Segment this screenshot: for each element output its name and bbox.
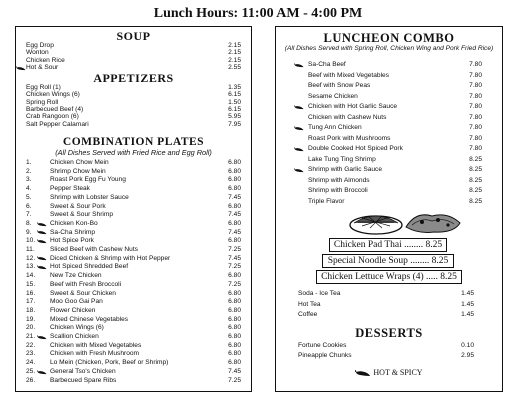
- combination-item: [26, 324, 241, 333]
- item-name: Shrimp with Almonds: [308, 176, 370, 184]
- soup-heading: SOUP: [116, 29, 151, 43]
- item-name: Salt Pepper Calamari: [26, 120, 89, 128]
- combination-item: [26, 176, 241, 185]
- combination-item: [26, 194, 241, 203]
- item-name: Hot & Sour: [26, 63, 59, 71]
- item-name: Fortune Cookies: [298, 342, 347, 349]
- pepper-icon: [294, 125, 304, 130]
- appetizer-item: [26, 113, 241, 120]
- item-price: 2.55: [228, 63, 241, 71]
- appetizer-item: [26, 121, 241, 128]
- appetizer-item: [26, 84, 241, 91]
- item-number: 7.: [26, 211, 32, 219]
- item-price: 1.50: [228, 98, 241, 106]
- item-number: 1.: [26, 159, 32, 166]
- item-name: Crab Rangoon (6): [26, 113, 79, 121]
- item-name: Sweet & Sour Pork: [50, 202, 106, 210]
- pepper-icon: [355, 370, 371, 377]
- item-price: 6.80: [228, 359, 241, 367]
- luncheon-item: [296, 82, 482, 93]
- item-price: 7.25: [228, 246, 241, 253]
- item-number: 14.: [26, 272, 36, 280]
- pepper-icon: [294, 146, 304, 151]
- item-price: 2.95: [461, 352, 474, 359]
- item-price: 0.10: [461, 342, 474, 349]
- pepper-icon: [37, 221, 47, 226]
- pepper-icon: [37, 334, 47, 339]
- pepper-icon: [37, 256, 47, 261]
- combination-item: [26, 281, 241, 290]
- item-name: Chicken Chow Mein: [50, 159, 109, 166]
- item-price: 7.25: [228, 376, 241, 384]
- luncheon-item: [296, 124, 482, 135]
- item-name: Flower Chicken: [50, 306, 96, 314]
- item-price: 8.25: [469, 176, 482, 184]
- luncheon-item: [296, 135, 482, 146]
- combination-item: [26, 272, 241, 281]
- item-number: 16.: [26, 289, 36, 297]
- item-price: 6.80: [228, 272, 241, 280]
- item-price: 8.25: [469, 187, 482, 194]
- item-price: 8.25: [469, 166, 482, 173]
- item-price: 2.15: [228, 56, 241, 64]
- pepper-icon: [37, 369, 47, 374]
- item-name: Shrimp with Garlic Sauce: [308, 166, 383, 173]
- item-name: Egg Drop: [26, 42, 54, 49]
- item-price: 7.80: [469, 113, 482, 121]
- item-price: 6.80: [228, 315, 241, 323]
- item-name: Shrimp with Broccoli: [308, 187, 368, 194]
- combination-item: [26, 290, 241, 299]
- item-number: 9.: [26, 228, 32, 236]
- item-name: Sweet & Sour Shrimp: [50, 211, 114, 219]
- item-number: 15.: [26, 280, 36, 288]
- pepper-icon: [37, 230, 47, 235]
- item-number: 22.: [26, 341, 36, 349]
- item-price: 7.95: [228, 120, 241, 128]
- desserts-heading: DESSERTS: [355, 326, 423, 340]
- item-price: 6.80: [228, 298, 241, 306]
- item-price: 6.80: [228, 333, 241, 340]
- item-name: Roast Pork Egg Fu Young: [50, 176, 126, 184]
- combination-item: [26, 211, 241, 220]
- pepper-icon: [294, 167, 304, 172]
- item-price: 7.80: [469, 92, 482, 100]
- special-lettuce-wraps: Chicken Lettuce Wraps (4) ..... 8.25: [316, 270, 462, 284]
- item-name: Moo Goo Gai Pan: [50, 298, 103, 306]
- item-name: Spring Roll: [26, 98, 59, 106]
- combination-item: [26, 159, 241, 168]
- item-number: 6.: [26, 202, 32, 210]
- item-name: Barbecued Spare Ribs: [50, 376, 117, 384]
- combination-item: [26, 298, 241, 307]
- luncheon-item: [296, 187, 482, 198]
- item-name: Hot Spice Pork: [50, 237, 94, 245]
- luncheon-item: [296, 177, 482, 188]
- item-price: 7.45: [228, 254, 241, 262]
- item-price: 6.80: [228, 350, 241, 358]
- item-price: 6.80: [228, 237, 241, 245]
- item-name: Shrimp with Lobster Sauce: [50, 193, 129, 201]
- item-name: Sa-Cha Shrimp: [50, 228, 96, 236]
- item-name: Lake Tung Ting Shrimp: [308, 155, 376, 163]
- combination-item: [26, 316, 241, 325]
- luncheon-heading: LUNCHEON COMBO: [323, 31, 455, 45]
- item-name: Sliced Beef with Cashew Nuts: [50, 246, 138, 253]
- appetizers-heading: APPETIZERS: [93, 71, 174, 85]
- item-price: 1.45: [461, 290, 474, 297]
- item-name: Chicken with Fresh Mushroom: [50, 350, 140, 358]
- item-number: 17.: [26, 298, 36, 306]
- item-number: 25.: [26, 367, 36, 375]
- item-price: 7.80: [469, 82, 482, 89]
- item-name: Chicken with Hot Garlic Sauce: [308, 103, 398, 110]
- luncheon-item: [296, 114, 482, 125]
- combination-item: [26, 237, 241, 246]
- item-name: Beef with Fresh Broccoli: [50, 280, 122, 288]
- item-name: Wonton: [26, 49, 49, 57]
- item-number: 21.: [26, 333, 36, 340]
- pepper-icon: [294, 62, 304, 67]
- luncheon-item: [296, 166, 482, 177]
- right-menu-panel: [275, 26, 503, 392]
- combination-item: [26, 307, 241, 316]
- item-name: Hot Tea: [298, 300, 321, 308]
- item-number: 26.: [26, 376, 36, 384]
- soup-item: [26, 57, 241, 64]
- special-noodle-soup: Special Noodle Soup ........ 8.25: [322, 254, 454, 268]
- item-price: 6.80: [228, 159, 241, 166]
- item-name: Pineapple Chunks: [298, 352, 352, 359]
- item-number: 10.: [26, 237, 36, 245]
- luncheon-item: [296, 93, 482, 104]
- item-name: Chicken Rice: [26, 56, 65, 64]
- appetizer-item: [26, 91, 241, 98]
- combination-item: [26, 342, 241, 351]
- drink-item: [298, 301, 474, 312]
- item-name: Beef with Snow Peas: [308, 82, 371, 89]
- luncheon-item: [296, 145, 482, 156]
- hot-spicy-legend: [276, 368, 502, 377]
- item-price: 6.80: [228, 289, 241, 297]
- combination-subtitle: (All Dishes Served with Fried Rice and Egg Roll): [55, 148, 212, 157]
- item-price: 7.25: [228, 263, 241, 271]
- item-name: Shrimp Chow Mein: [50, 167, 106, 175]
- item-name: Sesame Chicken: [308, 92, 358, 100]
- item-number: 13.: [26, 263, 36, 271]
- pepper-icon: [294, 104, 304, 109]
- left-menu-panel: [15, 26, 252, 392]
- item-price: 6.80: [228, 306, 241, 314]
- item-price: 7.45: [228, 211, 241, 219]
- item-name: Chicken with Cashew Nuts: [308, 113, 387, 121]
- combination-item: [26, 255, 241, 264]
- item-name: Sweet & Sour Chicken: [50, 289, 116, 297]
- item-name: Mixed Chinese Vegetables: [50, 315, 129, 323]
- combination-item: [26, 333, 241, 342]
- pepper-icon: [37, 238, 47, 243]
- item-price: 6.80: [228, 324, 241, 332]
- item-name: Tung Ann Chicken: [308, 124, 362, 131]
- lunch-hours-heading: Lunch Hours: 11:00 AM - 4:00 PM: [153, 6, 363, 21]
- item-name: Soda - Ice Tea: [298, 290, 341, 297]
- combination-item: [26, 203, 241, 212]
- item-name: General Tso's Chicken: [50, 367, 116, 375]
- soup-item: [26, 42, 241, 49]
- combination-item: [26, 359, 241, 368]
- combination-item: [26, 368, 241, 377]
- item-price: 6.15: [228, 91, 241, 99]
- combination-item: [26, 168, 241, 177]
- item-price: 7.25: [228, 280, 241, 288]
- combination-item: [26, 246, 241, 255]
- item-number: 18.: [26, 306, 36, 314]
- item-price: 6.80: [228, 341, 241, 349]
- item-number: 2.: [26, 167, 32, 175]
- item-number: 19.: [26, 315, 36, 323]
- item-number: 23.: [26, 350, 36, 358]
- item-name: Chicken Wings (6): [50, 324, 104, 332]
- item-number: 5.: [26, 193, 32, 201]
- item-name: Chicken Wings (6): [26, 91, 80, 99]
- pepper-icon: [16, 65, 26, 70]
- special-pad-thai: Chicken Pad Thai ........ 8.25: [329, 238, 447, 252]
- item-number: 20.: [26, 324, 36, 332]
- hot-spicy-label: HOT & SPICY: [373, 368, 423, 377]
- item-price: 7.80: [469, 61, 482, 68]
- item-name: Chicken with Mixed Vegetables: [50, 341, 142, 349]
- item-price: 7.45: [228, 367, 241, 375]
- item-number: 4.: [26, 185, 32, 193]
- item-name: Coffee: [298, 311, 318, 318]
- luncheon-item: [296, 61, 482, 72]
- item-name: Barbecued Beef (4): [26, 105, 84, 113]
- item-name: Chicken Kon-Bo: [50, 219, 98, 227]
- soup-item: [26, 49, 241, 56]
- item-price: 1.45: [461, 311, 474, 318]
- item-number: 24.: [26, 359, 36, 367]
- item-price: 2.15: [228, 49, 241, 57]
- combination-heading: COMBINATION PLATES: [62, 136, 205, 148]
- item-price: 8.25: [469, 197, 482, 205]
- item-name: Hot Spiced Shredded Beef: [50, 263, 129, 271]
- item-price: 5.95: [228, 113, 241, 121]
- drink-item: [298, 311, 474, 322]
- item-name: Triple Flavor: [308, 197, 345, 205]
- luncheon-item: [296, 156, 482, 167]
- item-name: Lo Mein (Chicken, Pork, Beef or Shrimp): [50, 359, 169, 367]
- item-price: 7.80: [469, 134, 482, 142]
- dessert-item: [298, 342, 474, 352]
- item-name: New Tze Chicken: [50, 272, 102, 280]
- item-price: 7.45: [228, 228, 241, 236]
- appetizer-item: [26, 99, 241, 106]
- item-price: 7.80: [469, 71, 482, 79]
- item-price: 7.80: [469, 145, 482, 152]
- item-price: 6.15: [228, 105, 241, 113]
- item-number: 8.: [26, 219, 32, 227]
- item-name: Egg Roll (1): [26, 84, 61, 91]
- combination-item: [26, 263, 241, 272]
- appetizer-item: [26, 106, 241, 113]
- luncheon-subtitle: (All Dishes Served with Spring Roll, Chicken Wing and Pork Fried Rice): [284, 45, 494, 52]
- item-name: Pepper Steak: [50, 185, 90, 193]
- item-price: 6.80: [228, 167, 241, 175]
- item-name: Scallion Chicken: [50, 333, 99, 340]
- luncheon-item: [296, 72, 482, 83]
- combination-item: [26, 350, 241, 359]
- combination-item: [26, 220, 241, 229]
- item-price: 1.35: [228, 84, 241, 91]
- item-price: 7.45: [228, 193, 241, 201]
- drink-item: [298, 290, 474, 301]
- item-price: 8.25: [469, 155, 482, 163]
- item-number: 12.: [26, 254, 36, 262]
- item-price: 6.80: [228, 185, 241, 193]
- dessert-item: [298, 352, 474, 362]
- item-name: Diced Chicken & Shrimp with Hot Pepper: [50, 254, 171, 262]
- item-price: 6.80: [228, 176, 241, 184]
- item-number: 3.: [26, 176, 32, 184]
- item-number: 11.: [26, 246, 35, 253]
- combination-item: [26, 185, 241, 194]
- combination-item: [26, 229, 241, 238]
- item-price: 7.80: [469, 124, 482, 131]
- item-name: Roast Pork with Mushrooms: [308, 134, 391, 142]
- item-price: 7.80: [469, 103, 482, 110]
- combination-item: [26, 377, 241, 386]
- item-name: Double Cooked Hot Spiced Pork: [308, 145, 403, 152]
- item-price: 1.45: [461, 300, 474, 308]
- pepper-icon: [37, 264, 47, 269]
- item-price: 6.80: [228, 219, 241, 227]
- item-name: Sa-Cha Beef: [308, 61, 346, 68]
- item-price: 2.15: [228, 42, 241, 49]
- item-name: Beef with Mixed Vegetables: [308, 71, 390, 79]
- item-price: 6.80: [228, 202, 241, 210]
- luncheon-item: [296, 103, 482, 114]
